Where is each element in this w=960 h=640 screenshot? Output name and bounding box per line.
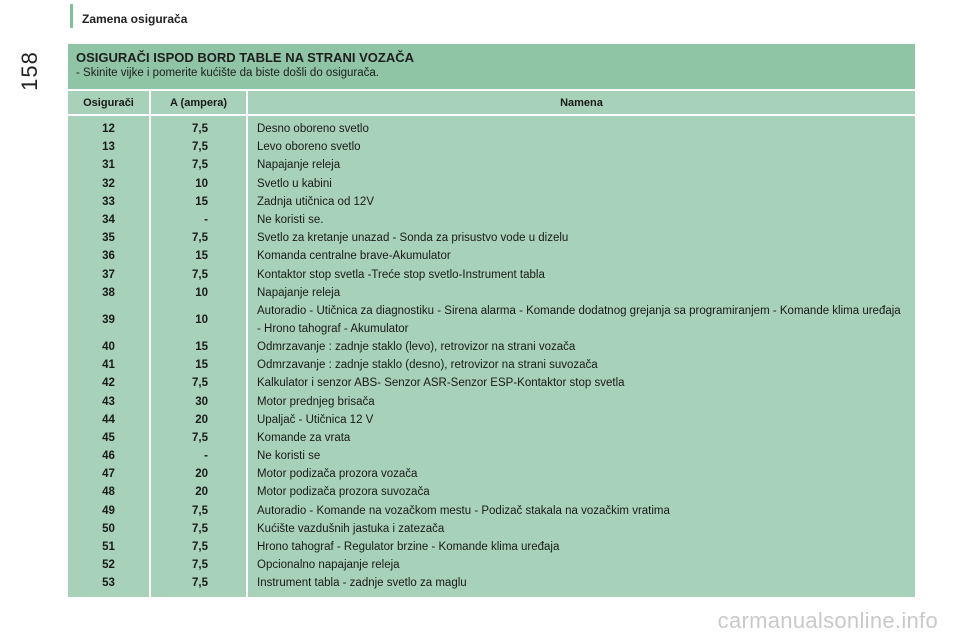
purpose-cell: Ne koristi se. bbox=[257, 214, 324, 227]
amperage-cell: 7,5 bbox=[192, 141, 208, 154]
table-header-box bbox=[68, 44, 915, 89]
fuse-number-cell: 48 bbox=[102, 486, 115, 499]
purpose-cell: Upaljač - Utičnica 12 V bbox=[257, 413, 374, 426]
fuse-panel bbox=[68, 44, 915, 597]
fuse-number-cell: 39 bbox=[102, 313, 115, 326]
purpose-cell: Desno oboreno svetlo bbox=[257, 123, 369, 136]
amperage-cell: 7,5 bbox=[192, 268, 208, 281]
amperage-cell: 7,5 bbox=[192, 541, 208, 554]
fuse-number-cell: 51 bbox=[102, 541, 115, 554]
amperage-cell: - bbox=[204, 450, 208, 463]
fuse-number-cell: 34 bbox=[102, 214, 115, 227]
fuse-number-cell: 13 bbox=[102, 141, 115, 154]
amperage-cell: 15 bbox=[195, 250, 208, 263]
amperage-cell: 10 bbox=[195, 313, 208, 326]
amperage-cell: 7,5 bbox=[192, 232, 208, 245]
amperage-cell: 10 bbox=[195, 286, 208, 299]
amperage-cell: 15 bbox=[195, 359, 208, 372]
fuse-number-cell: 31 bbox=[102, 159, 115, 172]
purpose-cell: Odmrzavanje : zadnje staklo (levo), retrovizor na strani vozača bbox=[257, 340, 576, 353]
fuse-number-cell: 42 bbox=[102, 377, 115, 390]
amperage-cell: 7,5 bbox=[192, 577, 208, 590]
fuse-table-body bbox=[68, 116, 915, 597]
purpose-cell: Kontaktor stop svetla -Treće stop svetlo-Instrument tabla bbox=[257, 268, 545, 281]
watermark: carmanualsonline.info bbox=[717, 608, 938, 633]
fuse-number-cell: 35 bbox=[102, 232, 115, 245]
purpose-cell: Napajanje releja bbox=[257, 286, 341, 299]
amperage-cell: 7,5 bbox=[192, 559, 208, 572]
purpose-cell: Komande za vrata bbox=[257, 431, 351, 444]
column-headers bbox=[68, 91, 915, 114]
purpose-cell: Instrument tabla - zadnje svetlo za maglu bbox=[257, 577, 467, 590]
amperage-cell: 20 bbox=[195, 413, 208, 426]
purpose-cell: Svetlo u kabini bbox=[257, 177, 332, 190]
fuse-number-cell: 38 bbox=[102, 286, 115, 299]
fuse-number-column bbox=[68, 116, 149, 597]
fuse-number-cell: 50 bbox=[102, 522, 115, 535]
purpose-cell: Motor podizača prozora suvozača bbox=[257, 486, 430, 499]
page-number bbox=[10, 46, 50, 96]
table-title: OSIGURAČI ISPOD BORD TABLE NA STRANI VOZAČA bbox=[76, 50, 415, 65]
purpose-cell: Kalkulator i senzor ABS- Senzor ASR-Senzor ESP-Kontaktor stop svetla bbox=[257, 377, 625, 390]
purpose-cell: Autoradio - Komande na vozačkom mestu - Podizač stakala na vozačkim vratima bbox=[257, 504, 670, 517]
purpose-cell: Autoradio - Utičnica za diagnostiku - Sirena alarma - Komande dodatnog grejanja sa programiranjem - Komande klima uređaja - Hrono tahograf - Akumulator bbox=[257, 304, 901, 335]
table-subtitle: - Skinite vijke i pomerite kućište da biste došli do osigurača. bbox=[76, 67, 379, 79]
fuse-number-cell: 37 bbox=[102, 268, 115, 281]
amperage-cell: 30 bbox=[195, 395, 208, 408]
amperage-column bbox=[151, 116, 246, 597]
purpose-column bbox=[248, 116, 915, 597]
purpose-cell: Motor prednjeg brisača bbox=[257, 395, 375, 408]
purpose-cell: Napajanje releja bbox=[257, 159, 341, 172]
fuse-number-cell: 49 bbox=[102, 504, 115, 517]
purpose-cell: Komanda centralne brave-Akumulator bbox=[257, 250, 451, 263]
purpose-cell: Hrono tahograf - Regulator brzine - Komande klima uređaja bbox=[257, 541, 560, 554]
fuse-number-cell: 46 bbox=[102, 450, 115, 463]
purpose-cell: Svetlo za kretanje unazad - Sonda za prisustvo vode u dizelu bbox=[257, 232, 569, 245]
amperage-cell: 7,5 bbox=[192, 504, 208, 517]
column-header-purpose: Namena bbox=[248, 91, 915, 114]
purpose-cell: Levo oboreno svetlo bbox=[257, 141, 361, 154]
amperage-cell: 20 bbox=[195, 486, 208, 499]
page-number-text: 158 bbox=[17, 51, 42, 91]
amperage-cell: - bbox=[204, 214, 208, 227]
column-header-amp: A (ampera) bbox=[151, 91, 246, 114]
fuse-number-cell: 43 bbox=[102, 395, 115, 408]
section-title: Zamena osigurača bbox=[82, 12, 188, 26]
section-accent-bar bbox=[70, 4, 73, 28]
fuse-number-cell: 47 bbox=[102, 468, 115, 481]
fuse-number-cell: 32 bbox=[102, 177, 115, 190]
amperage-cell: 15 bbox=[195, 195, 208, 208]
amperage-cell: 15 bbox=[195, 340, 208, 353]
purpose-cell: Odmrzavanje : zadnje staklo (desno), retrovizor na strani suvozača bbox=[257, 359, 598, 372]
purpose-cell: Ne koristi se bbox=[257, 450, 321, 463]
amperage-cell: 7,5 bbox=[192, 431, 208, 444]
amperage-cell: 7,5 bbox=[192, 159, 208, 172]
amperage-cell: 20 bbox=[195, 468, 208, 481]
amperage-cell: 7,5 bbox=[192, 522, 208, 535]
fuse-number-cell: 40 bbox=[102, 340, 115, 353]
purpose-cell: Zadnja utičnica od 12V bbox=[257, 195, 374, 208]
amperage-cell: 7,5 bbox=[192, 377, 208, 390]
fuse-number-cell: 41 bbox=[102, 359, 115, 372]
purpose-cell: Kućište vazdušnih jastuka i zatezača bbox=[257, 522, 445, 535]
fuse-number-cell: 45 bbox=[102, 431, 115, 444]
purpose-cell: Opcionalno napajanje releja bbox=[257, 559, 400, 572]
amperage-cell: 7,5 bbox=[192, 123, 208, 136]
fuse-number-cell: 52 bbox=[102, 559, 115, 572]
column-header-fuse: Osigurači bbox=[68, 91, 149, 114]
fuse-number-cell: 36 bbox=[102, 250, 115, 263]
fuse-number-cell: 33 bbox=[102, 195, 115, 208]
purpose-cell: Motor podizača prozora vozača bbox=[257, 468, 418, 481]
fuse-number-cell: 44 bbox=[102, 413, 115, 426]
amperage-cell: 10 bbox=[195, 177, 208, 190]
fuse-number-cell: 53 bbox=[102, 577, 115, 590]
fuse-number-cell: 12 bbox=[102, 123, 115, 136]
